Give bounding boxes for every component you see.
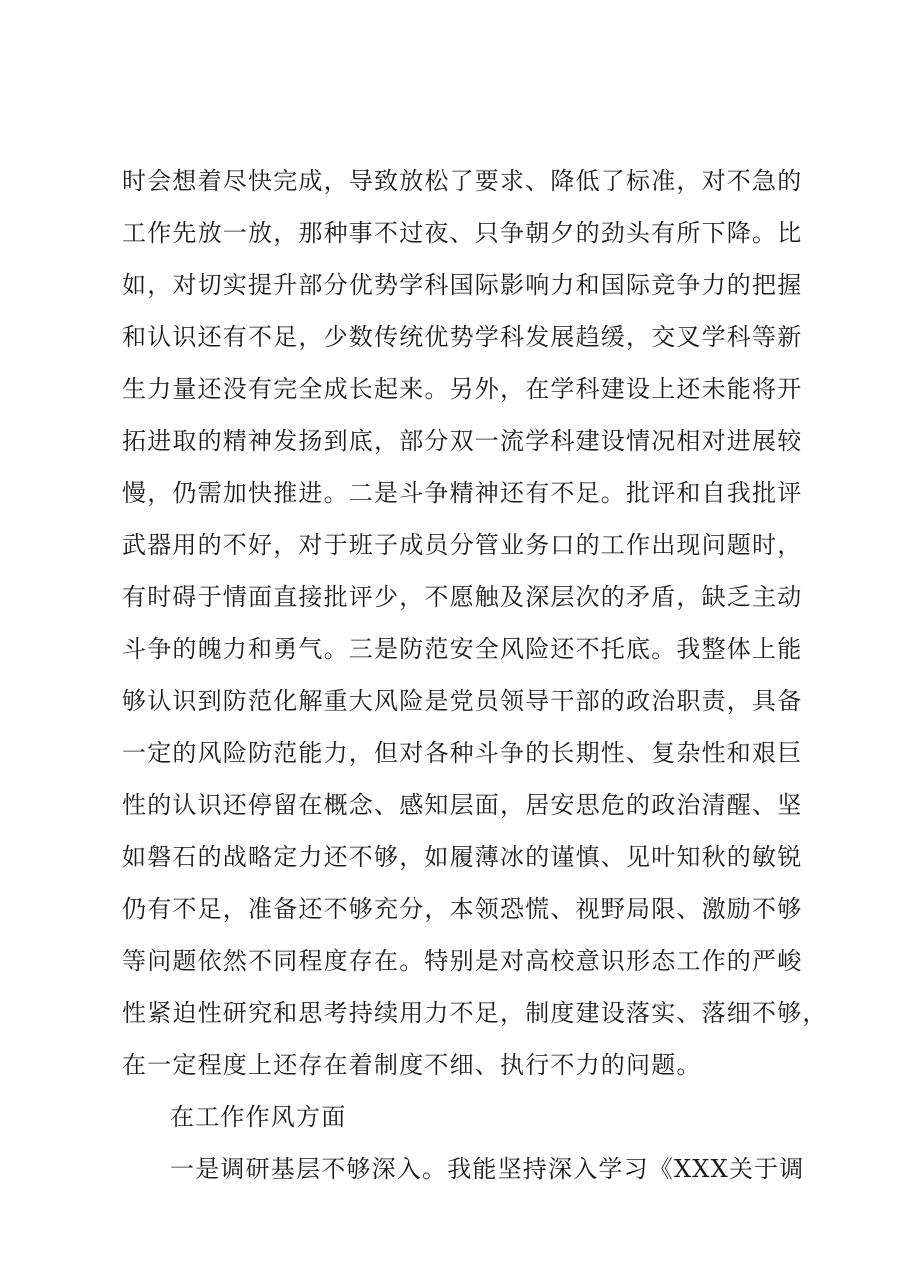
text-line: 等问题依然不同程度存在。特别是对高校意识形态工作的严峻 <box>122 947 803 975</box>
text-line: 在一定程度上还存在着制度不细、执行不力的问题。 <box>122 1051 702 1079</box>
text-line: 生力量还没有完全成长起来。另外，在学科建设上还未能将开 <box>122 375 803 403</box>
text-line: 和认识还有不足，少数传统优势学科发展趋缓，交叉学科等新 <box>122 323 803 351</box>
text-line: 够认识到防范化解重大风险是党员领导干部的政治职责，具备 <box>122 687 803 715</box>
text-line: 如，对切实提升部分优势学科国际影响力和国际竞争力的把握 <box>122 271 803 299</box>
text-line: 性紧迫性研究和思考持续用力不足，制度建设落实、落细不够， <box>122 999 828 1027</box>
text-line: 一定的风险防范能力，但对各种斗争的长期性、复杂性和艰巨 <box>122 739 803 767</box>
text-line: 慢，仍需加快推进。二是斗争精神还有不足。批评和自我批评 <box>122 479 803 507</box>
text-line: 仍有不足，准备还不够充分，本领恐慌、视野局限、激励不够 <box>122 895 803 923</box>
text-line: 如磐石的战略定力还不够，如履薄冰的谨慎、见叶知秋的敏锐 <box>122 843 803 871</box>
text-line: 工作先放一放，那种事不过夜、只争朝夕的劲头有所下降。比 <box>122 219 803 247</box>
text-line: 拓进取的精神发扬到底，部分双一流学科建设情况相对进展较 <box>122 427 803 455</box>
text-line: 武器用的不好，对于班子成员分管业务口的工作出现问题时， <box>122 531 803 559</box>
text-line: 时会想着尽快完成，导致放松了要求、降低了标准，对不急的 <box>122 167 803 195</box>
section-heading: 在工作作风方面 <box>170 1103 347 1131</box>
text-line: 斗争的魄力和勇气。三是防范安全风险还不托底。我整体上能 <box>122 635 803 663</box>
text-line: 性的认识还停留在概念、感知层面，居安思危的政治清醒、坚 <box>122 791 803 819</box>
body-text <box>122 155 828 1195</box>
paragraph-first-line: 一是调研基层不够深入。我能坚持深入学习《XXX关于调 <box>170 1155 805 1183</box>
text-line: 有时碍于情面直接批评少，不愿触及深层次的矛盾，缺乏主动 <box>122 583 803 611</box>
